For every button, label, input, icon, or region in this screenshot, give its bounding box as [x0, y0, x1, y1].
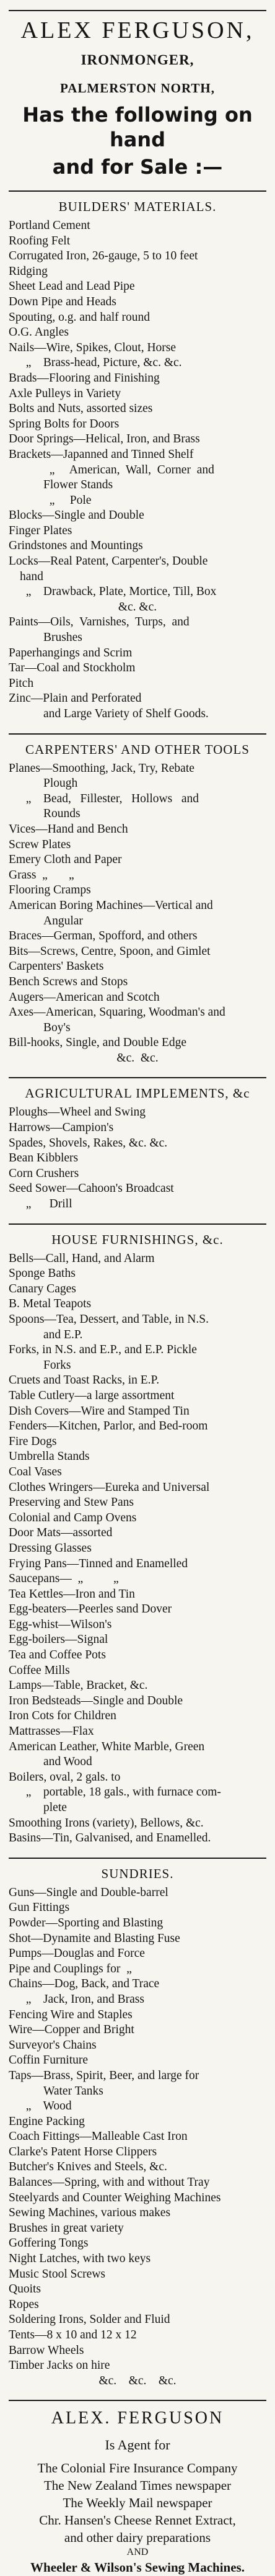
- item-line: Forks, in N.S. and E.P., and E.P. Pickle: [9, 1343, 197, 1357]
- agency-line: The Colonial Fire Insurance Company: [37, 2461, 238, 2476]
- item-line: Dish Covers—Wire and Stamped Tin: [9, 1404, 190, 1418]
- item-line: Augers—American and Scotch: [9, 990, 160, 1004]
- item-line: Cruets and Toast Racks, in E.P.: [9, 1374, 160, 1387]
- item-line: Wire—Copper and Bright: [9, 2023, 134, 2037]
- item-line: Portland Cement: [9, 219, 90, 232]
- item-line: Bill-hooks, Single, and Double Edge: [9, 1036, 187, 1050]
- section: [9, 742, 266, 1067]
- item-line: Pitch: [9, 676, 34, 690]
- item-line: &c. &c. &c.: [98, 2374, 177, 2387]
- item-line: Ropes: [9, 2297, 39, 2311]
- section-title: HOUSE FURNISHINGS, &c.: [51, 1232, 224, 1247]
- item-line: &c. &c.: [116, 1051, 159, 1065]
- item-line: Vices—Hand and Bench: [9, 822, 128, 836]
- agency-list: [9, 2459, 266, 2546]
- section-title: BUILDERS' MATERIALS.: [58, 199, 217, 214]
- agency-line: The Weekly Mail newspaper: [63, 2495, 212, 2511]
- item-line: Finger Plates: [9, 524, 72, 537]
- item-line: Axes—American, Squaring, Woodman's and: [9, 1006, 225, 1019]
- item-line: Mattrasses—Flax: [9, 1725, 94, 1738]
- item-line: Surveyor's Chains: [9, 2038, 97, 2052]
- item-line: Clarke's Patent Horse Clippers: [9, 2145, 157, 2158]
- item-line: Brads—Flooring and Finishing: [9, 371, 160, 385]
- item-line: O.G. Angles: [9, 326, 69, 339]
- item-line: Brackets—Japanned and Tinned Shelf: [9, 447, 194, 461]
- item-line: Carpenters' Baskets: [9, 960, 104, 973]
- item-line: Music Stool Screws: [9, 2267, 105, 2281]
- item-line: Umbrella Stands: [9, 1450, 90, 1464]
- item-line: Coffin Furniture: [9, 2054, 89, 2067]
- section: [9, 1232, 266, 1846]
- section-rule: [9, 190, 266, 192]
- agency-line: and other dairy preparations: [64, 2530, 211, 2546]
- item-line: Boy's: [43, 1021, 71, 1034]
- item-line: Iron Cots for Children: [9, 1709, 116, 1723]
- item-line: Grass „ „: [9, 868, 74, 882]
- item-line: Pumps—Douglas and Force: [9, 1947, 145, 1961]
- item-line: Coffee Mills: [9, 1663, 70, 1677]
- item-line: Table Cutlery—a large assortment: [9, 1389, 175, 1402]
- item-line: Barrow Wheels: [9, 2343, 84, 2357]
- item-line: Door Mats—assorted: [9, 1526, 113, 1540]
- item-line: Spouting, o.g. and half round: [9, 310, 151, 324]
- item-line: Sponge Baths: [9, 1267, 76, 1281]
- item-line: Night Latches, with two keys: [9, 2252, 151, 2266]
- item-line: Fire Dogs: [9, 1434, 57, 1448]
- item-line: Pipe and Couplings for „: [9, 1962, 132, 1975]
- item-line: Egg-boilers—Signal: [9, 1633, 108, 1647]
- item-line: „ Drawback, Plate, Mortice, Till, Box: [20, 585, 217, 599]
- item-line: American Leather, White Marble, Green: [9, 1740, 205, 1753]
- item-line: Guns—Single and Double-barrel: [9, 1885, 168, 1899]
- item-line: Forks: [43, 1358, 71, 1372]
- agency-line: The New Zealand Times newspaper: [43, 2478, 232, 2493]
- item-line: „ American, Wall, Corner and: [43, 463, 214, 476]
- item-line: Down Pipe and Heads: [9, 295, 116, 308]
- intro-line-2: and for Sale :—: [52, 155, 223, 179]
- item-line: Water Tanks: [43, 2084, 103, 2098]
- section: [9, 199, 266, 722]
- section-rule: [9, 1223, 266, 1225]
- item-line: Corrugated Iron, 26-gauge, 5 to 10 feet: [9, 249, 198, 263]
- item-line: and Wood: [43, 1755, 92, 1769]
- item-line: Balances—Spring, with and without Tray: [9, 2176, 210, 2189]
- item-line: Canary Cages: [9, 1282, 76, 1295]
- item-line: Clothes Wringers—Eureka and Universal: [9, 1480, 210, 1494]
- item-line: Bolts and Nuts, assorted sizes: [9, 402, 153, 416]
- item-line: Nails—Wire, Spikes, Clout, Horse: [9, 341, 177, 354]
- location: PALMERSTON NORTH,: [59, 81, 215, 96]
- item-line: Harrows—Campion's: [9, 1121, 114, 1135]
- item-line: Paperhangings and Scrim: [9, 646, 133, 660]
- item-line: Axle Pulleys in Variety: [9, 387, 121, 400]
- item-line: Planes—Smoothing, Jack, Try, Rebate: [9, 761, 194, 775]
- item-line: Butcher's Knives and Steels, &c.: [9, 2160, 167, 2174]
- item-line: Coal Vases: [9, 1465, 62, 1478]
- item-line: American Boring Machines—Vertical and: [9, 898, 213, 912]
- trade-title: IRONMONGER,: [81, 52, 194, 68]
- item-line: Roofing Felt: [9, 234, 71, 248]
- item-line: Fenders—Kitchen, Parlor, and Bed-room: [9, 1420, 208, 1433]
- item-line: Taps—Brass, Spirit, Beer, and large for: [9, 2068, 199, 2082]
- item-line: Chains—Dog, Back, and Trace: [9, 1977, 160, 1991]
- item-line: Soldering Irons, Solder and Fluid: [9, 2313, 170, 2327]
- item-line: „ portable, 18 gals., with furnace com-: [20, 1786, 221, 1799]
- item-line: Tea and Coffee Pots: [9, 1648, 106, 1662]
- sections-container: [9, 190, 266, 2389]
- section-title: CARPENTERS' AND OTHER TOOLS: [25, 741, 250, 757]
- item-line: and E.P.: [43, 1328, 83, 1341]
- item-line: Brushes in great variety: [9, 2221, 124, 2235]
- section: [9, 1866, 266, 2389]
- item-line: Spades, Shovels, Rakes, &c. &c.: [9, 1136, 168, 1150]
- item-line: Fencing Wire and Staples: [9, 2008, 133, 2021]
- item-line: „ Jack, Iron, and Brass: [20, 1992, 144, 2006]
- item-line: Emery Cloth and Paper: [9, 853, 122, 867]
- section-title: AGRICULTURAL IMPLEMENTS, &c: [25, 1086, 250, 1101]
- item-line: Goffering Tongs: [9, 2237, 89, 2250]
- item-line: Coach Fittings—Malleable Cast Iron: [9, 2130, 188, 2144]
- intro-line-1: Has the following on hand: [22, 103, 253, 151]
- item-line: hand: [20, 570, 43, 583]
- item-line: Boilers, oval, 2 gals. to: [9, 1770, 121, 1784]
- section: [9, 1086, 266, 1212]
- item-line: Angular: [43, 914, 83, 928]
- item-line: Tar—Coal and Stockholm: [9, 661, 136, 675]
- item-line: Blocks—Single and Double: [9, 509, 144, 522]
- item-line: Tea Kettles—Iron and Tin: [9, 1587, 135, 1601]
- item-line: Tents—8 x 10 and 12 x 12: [9, 2328, 137, 2341]
- item-line: and Large Variety of Shelf Goods.: [43, 707, 209, 720]
- item-line: Paints—Oils, Varnishes, Turps, and: [9, 615, 190, 629]
- item-line: Gun Fittings: [9, 1901, 70, 1915]
- item-line: Locks—Real Patent, Carpenter's, Double: [9, 555, 208, 568]
- item-line: Powder—Sporting and Blasting: [9, 1916, 164, 1930]
- item-line: Plough: [43, 777, 78, 790]
- top-rule: [9, 10, 266, 11]
- sewing-machines-line: Wheeler & Wilson's Sewing Machines.: [30, 2560, 245, 2575]
- item-line: Spoons—Tea, Dessert, and Table, in N.S.: [9, 1313, 209, 1326]
- item-line: „ Drill: [20, 1197, 72, 1211]
- section-rule: [9, 1858, 266, 1859]
- item-line: &c. &c.: [118, 600, 157, 614]
- item-line: Shot—Dynamite and Blasting Fuse: [9, 1931, 180, 1945]
- item-line: Spring Bolts for Doors: [9, 417, 120, 431]
- agency-line: Chr. Hansen's Cheese Rennet Extract,: [39, 2513, 236, 2528]
- item-line: Rounds: [43, 807, 81, 821]
- item-line: Dressing Glasses: [9, 1541, 92, 1555]
- item-line: Bench Screws and Stops: [9, 975, 128, 988]
- item-line: Timber Jacks on hire: [9, 2359, 110, 2373]
- item-line: Frying Pans—Tinned and Enamelled: [9, 1557, 188, 1570]
- item-line: Iron Bedsteads—Single and Double: [9, 1694, 183, 1707]
- item-line: Sheet Lead and Lead Pipe: [9, 280, 135, 293]
- item-line: „ Wood: [20, 2100, 72, 2113]
- item-line: Saucepans— „ „: [9, 1572, 119, 1586]
- agent-heading: Is Agent for: [105, 2437, 170, 2453]
- item-line: Engine Packing: [9, 2114, 85, 2128]
- item-line: B. Metal Teapots: [9, 1297, 92, 1311]
- item-line: Zinc—Plain and Perforated: [9, 692, 142, 705]
- item-line: Braces—German, Spofford, and others: [9, 929, 198, 943]
- item-line: „ Bead, Fillester, Hollows and: [20, 792, 199, 805]
- item-line: Lamps—Table, Bracket, &c.: [9, 1679, 148, 1693]
- item-line: Seed Sower—Cahoon's Broadcast: [9, 1182, 174, 1196]
- item-line: Grindstones and Mountings: [9, 539, 143, 553]
- item-line: Bells—Call, Hand, and Alarm: [9, 1251, 155, 1265]
- item-line: Colonial and Camp Ovens: [9, 1511, 137, 1524]
- item-line: „ Brass-head, Picture, &c. &c.: [20, 356, 182, 370]
- item-line: Basins—Tin, Galvanised, and Enamelled.: [9, 1831, 211, 1845]
- item-line: Brushes: [43, 631, 82, 645]
- item-line: Egg-whist—Wilson's: [9, 1617, 112, 1631]
- item-line: Egg-beaters—Peerles sand Dover: [9, 1603, 172, 1616]
- merchant-name: ALEX FERGUSON,: [20, 17, 255, 43]
- item-line: Corn Crushers: [9, 1166, 79, 1180]
- item-line: Flooring Cramps: [9, 883, 91, 897]
- item-line: Preserving and Stew Pans: [9, 1496, 134, 1509]
- item-line: „ Pole: [43, 493, 92, 507]
- item-line: Screw Plates: [9, 838, 71, 851]
- item-line: Bits—Screws, Centre, Spoon, and Gimlet: [9, 944, 211, 958]
- and-word: AND: [126, 2547, 149, 2558]
- section-title: SUNDRIES.: [101, 1866, 174, 1881]
- item-line: Ridging: [9, 264, 48, 278]
- item-line: Smoothing Irons (variety), Bellows, &c.: [9, 1816, 204, 1830]
- section-rule: [9, 733, 266, 735]
- footer-rule: [9, 2400, 266, 2401]
- item-line: Bean Kibblers: [9, 1152, 79, 1165]
- footer-merchant-name: ALEX. FERGUSON: [51, 2408, 224, 2428]
- item-line: Steelyards and Counter Weighing Machines: [9, 2191, 221, 2204]
- item-line: Ploughs—Wheel and Swing: [9, 1106, 146, 1119]
- item-line: Quoits: [9, 2283, 41, 2296]
- item-line: plete: [43, 1801, 67, 1814]
- item-line: Flower Stands: [43, 478, 113, 492]
- item-line: Sewing Machines, various makes: [9, 2206, 171, 2220]
- item-line: Door Springs—Helical, Iron, and Brass: [9, 432, 200, 446]
- section-rule: [9, 1077, 266, 1078]
